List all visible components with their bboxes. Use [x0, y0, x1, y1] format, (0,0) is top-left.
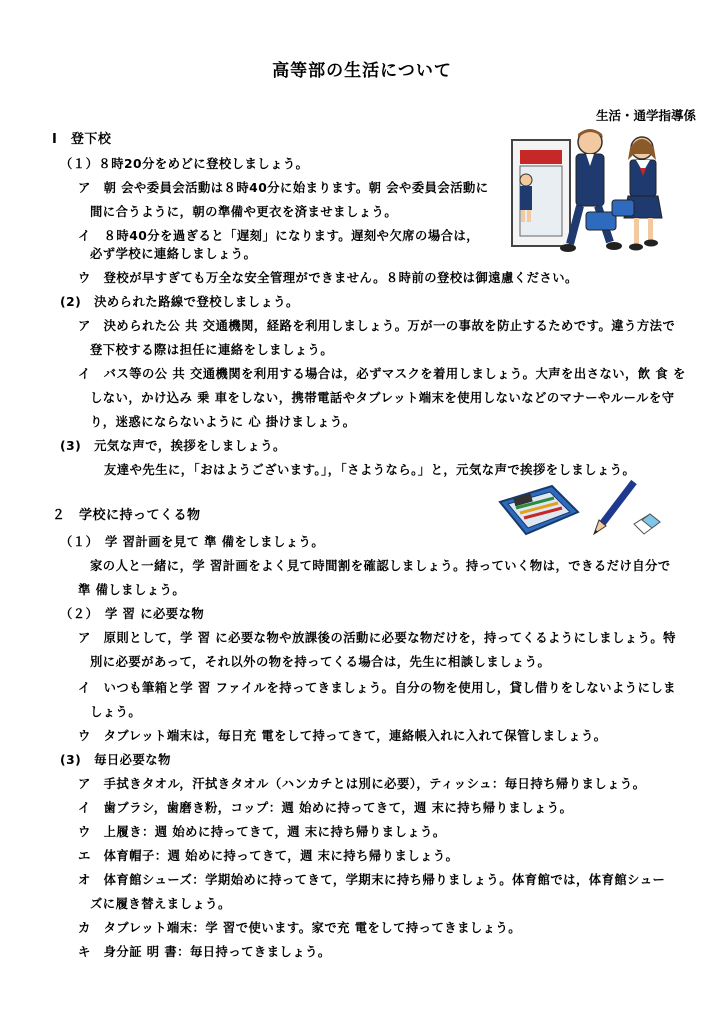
body-line: 準 備しましょう。	[78, 583, 186, 597]
body-line: イ いつも筆箱と学 習 ファイルを持ってきましょう。自分の物を使用し，貸し借りをしないようにしま	[78, 681, 676, 695]
subsection-heading: （２） 学 習 に必要な物	[60, 607, 205, 621]
section-heading: Ⅰ 登下校	[52, 132, 112, 147]
body-line: ウ タブレット端末は，毎日充 電をして持ってきて，連絡帳入れに入れて保管しましょう。	[78, 729, 607, 743]
eraser-icon	[632, 512, 662, 536]
subsection-heading: （１）８時20分をめどに登校しましょう。	[60, 157, 309, 171]
body-line: 間に合うように，朝の準備や更衣を済ませましょう。	[90, 205, 398, 219]
body-line: ア 決められた公 共 交通機関，経路を利用しましょう。万が一の事故を防止するためです。違う方法で	[78, 319, 676, 333]
body-line: イ バス等の公 共 交通機関を利用する場合は，必ずマスクを着用しましょう。大声を出さない，飲 食 を	[78, 367, 686, 381]
body-line: り，迷惑にならないように 心 掛けましょう。	[90, 415, 356, 429]
page-title: 高等部の生活について	[272, 61, 452, 81]
subsection-heading: (3) 毎日必要な物	[60, 753, 171, 767]
section-heading: ２ 学校に持ってくる物	[52, 508, 201, 523]
body-line: ウ 登校が早すぎても万全な安全管理ができません。８時前の登校は御遠慮ください。	[78, 271, 578, 285]
body-line: エ 体育帽子：週 始めに持ってきて，週 末に持ち帰りましょう。	[78, 849, 459, 863]
body-line: しょう。	[90, 705, 142, 719]
body-line: ア 手拭きタオル，汗拭きタオル（ハンカチとは別に必要），ティッシュ：毎日持ち帰りましょう。	[78, 777, 646, 791]
body-line: キ 身分証 明 書：毎日持ってきましょう。	[78, 945, 331, 959]
body-line: カ タブレット端末：学 習で使います。家で充 電をして持ってきましょう。	[78, 921, 522, 935]
subsection-heading: （１） 学 習計画を見て 準 備をしましょう。	[60, 535, 325, 549]
pencil-case-icon	[494, 482, 584, 540]
body-line: 家の人と一緒に，学 習計画をよく見て時間割を確認しましょう。持っていく物は，できるだけ自分で	[90, 559, 671, 573]
department-label: 生活・通学指導係	[595, 108, 696, 123]
body-line: 友達や先生に，「おはようございます。」，「さようなら。」と，元気な声で挨拶をしましょう。	[104, 463, 636, 477]
body-line: 登下校する際は担任に連絡をしましょう。	[90, 343, 334, 357]
body-line: ズに履き替えましょう。	[90, 897, 231, 911]
body-line: ア 原則として，学 習 に必要な物や放課後の活動に必要な物だけを，持ってくるようにしましょう。特	[78, 631, 676, 645]
body-line: しない，かけ込み 乗 車をしない，携帯電話やタブレット端末を使用しないなどのマナーやルールを守	[90, 391, 675, 405]
body-line: イ 歯ブラシ，歯磨き粉，コップ：週 始めに持ってきて，週 末に持ち帰りましょう。	[78, 801, 573, 815]
body-line: 別に必要があって，それ以外の物を持ってくる場合は，先生に相談しましょう。	[90, 655, 551, 669]
body-line: オ 体育館シューズ：学期始めに持ってきて，学期末に持ち帰りましょう。体育館では，体育館シュー	[78, 873, 666, 887]
body-line: イ ８時40分を過ぎると「遅刻」になります。遅刻や欠席の場合は，	[78, 229, 480, 243]
subsection-heading: (3) 元気な声で，挨拶をしましょう。	[60, 439, 286, 453]
body-line: ア 朝 会や委員会活動は８時40分に始まります。朝 会や委員会活動に	[78, 181, 489, 195]
students-commuting-illustration	[510, 126, 682, 258]
body-line: ウ 上履き：週 始めに持ってきて，週 末に持ち帰りましょう。	[78, 825, 446, 839]
body-line: 必ず学校に連絡しましょう。	[90, 247, 257, 261]
subsection-heading: (2) 決められた路線で登校しましょう。	[60, 295, 299, 309]
